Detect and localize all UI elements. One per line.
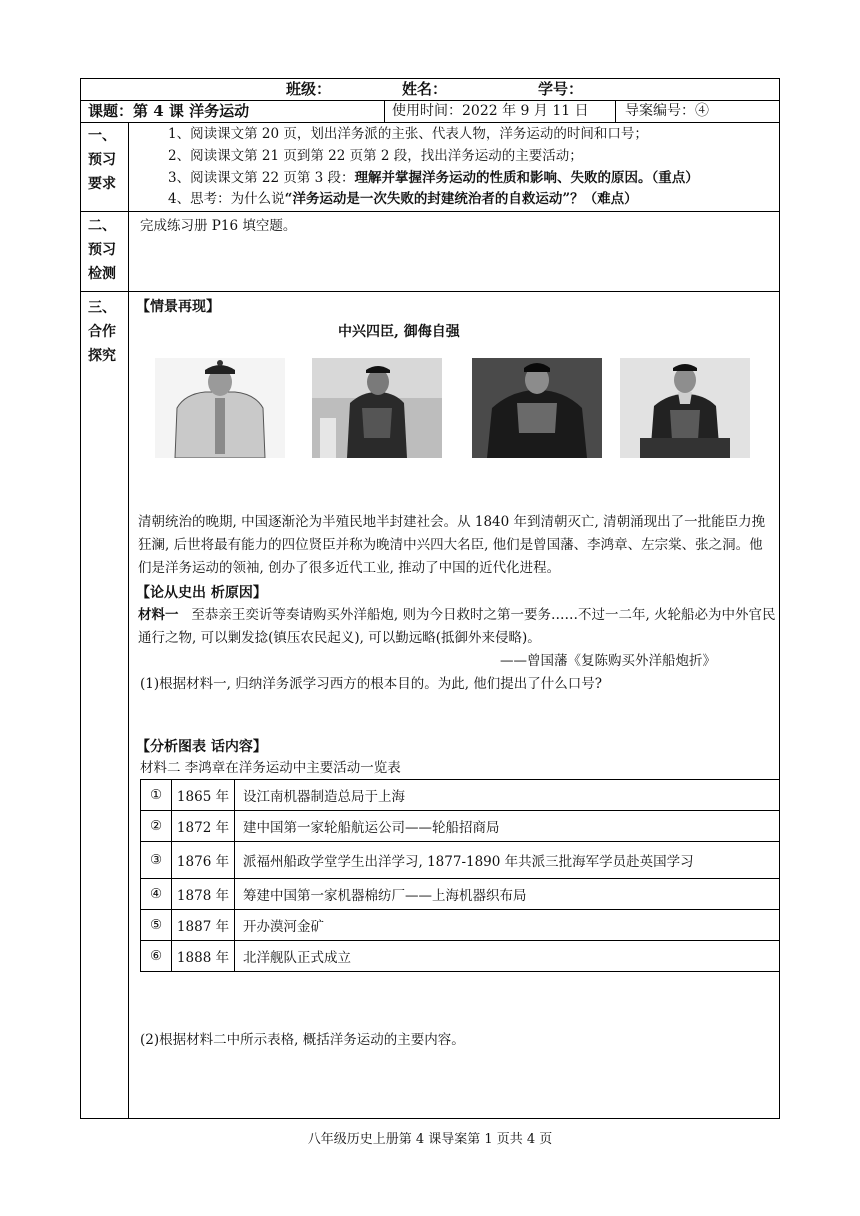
page-footer: 八年级历史上册第 4 课导案第 1 页共 4 页 (307, 1132, 553, 1147)
scene-heading: 【情景再现】 (136, 299, 220, 315)
rule (384, 100, 385, 122)
preview-item-3: 3、阅读课文第 22 页第 3 段：理解并掌握洋务运动的性质和影响、失败的原因。（重点） (168, 170, 699, 186)
activities-table (140, 779, 780, 972)
material1-text: 至恭亲王奕䜣等奏请购买外洋船炮, 则为今日救时之第一要务……不过一二年, 火轮船必为中外官民通行之物, 可以剿发捻(镇压农民起义), 可以勤远略(抵御外来侵略)。 (138, 607, 776, 646)
material1-source: ——曾国藩《复陈购买外洋船炮折》 (500, 653, 716, 669)
portrait-photo-3 (472, 358, 602, 458)
table-row: ② 1872 年 建中国第一家轮船航运公司——轮船招商局 (141, 811, 780, 842)
student-number-label: 学号： (538, 80, 584, 98)
intro-paragraph: 清朝统治的晚期, 中国逐渐沦为半殖民地半封建社会。从 1840 年到清朝灭亡, 清朝涌现出了一批能臣力挽狂澜, 后世将最有能力的四位贤臣并称为晚清中兴四大名臣, 他们是曾国藩、李鸿章、左宗棠、张之洞。他们是洋务运动的领袖, 创办了很多近代工业, 推动了中国的近代化进程。 (138, 514, 766, 576)
name-label: 姓名： (402, 80, 448, 98)
chart-heading: 【分析图表 话内容】 (136, 739, 267, 755)
material1-label: 材料一 (138, 607, 179, 623)
border-left (80, 78, 81, 1118)
rule (80, 291, 779, 292)
usage-time: 使用时间：2022 年 9 月 11 日 (392, 103, 589, 119)
section1-label: 一、 预习 要求 (88, 128, 116, 192)
plan-code: 导案编号：④ (625, 103, 709, 119)
analysis-heading: 【论从史出 析原因】 (136, 585, 267, 601)
question-2: (2)根据材料二中所示表格, 概括洋务运动的主要内容。 (140, 1032, 465, 1048)
portrait-photo-2 (312, 358, 442, 458)
rule (80, 122, 779, 123)
border-bottom (80, 1118, 779, 1119)
table-row: ③ 1876 年 派福州船政学堂学生出洋学习, 1877-1890 年共派三批海军学员赴英国学习 (141, 842, 780, 879)
table-row: ⑥ 1888 年 北洋舰队正式成立 (141, 941, 780, 972)
class-label: 班级： (286, 80, 332, 98)
label-column-rule (128, 122, 129, 1118)
table-row: ④ 1878 年 筹建中国第一家机器棉纺厂——上海机器织布局 (141, 879, 780, 910)
material2-title: 材料二 李鸿章在洋务运动中主要活动一览表 (140, 760, 401, 776)
question-1: (1)根据材料一, 归纳洋务派学习西方的根本目的。为此, 他们提出了什么口号? (140, 676, 603, 692)
photo-caption: 中兴四臣, 御侮自强 (338, 324, 460, 340)
preview-item-4: 4、思考：为什么说“洋务运动是一次失败的封建统治者的自救运动”？（难点） (168, 191, 638, 207)
rule (615, 100, 616, 122)
lesson-topic: 课题：第 4 课 洋务运动 (88, 102, 250, 120)
material1 (138, 604, 776, 650)
rule (80, 211, 779, 212)
portrait-photo-4 (620, 358, 750, 458)
table-row: ① 1865 年 设江南机器制造总局于上海 (141, 780, 780, 811)
section3-label: 三、 合作 探究 (88, 300, 116, 364)
preview-item-2: 2、阅读课文第 21 页到第 22 页第 2 段，找出洋务运动的主要活动； (168, 148, 583, 164)
lesson-plan-table (80, 78, 779, 1118)
preview-item-1: 1、阅读课文第 20 页，划出洋务派的主张、代表人物，洋务运动的时间和口号； (168, 126, 648, 142)
preview-check-text: 完成练习册 P16 填空题。 (140, 218, 297, 234)
table-row: ⑤ 1887 年 开办漠河金矿 (141, 910, 780, 941)
portrait-photo-1 (155, 358, 285, 458)
section2-label: 二、 预习 检测 (88, 218, 116, 282)
